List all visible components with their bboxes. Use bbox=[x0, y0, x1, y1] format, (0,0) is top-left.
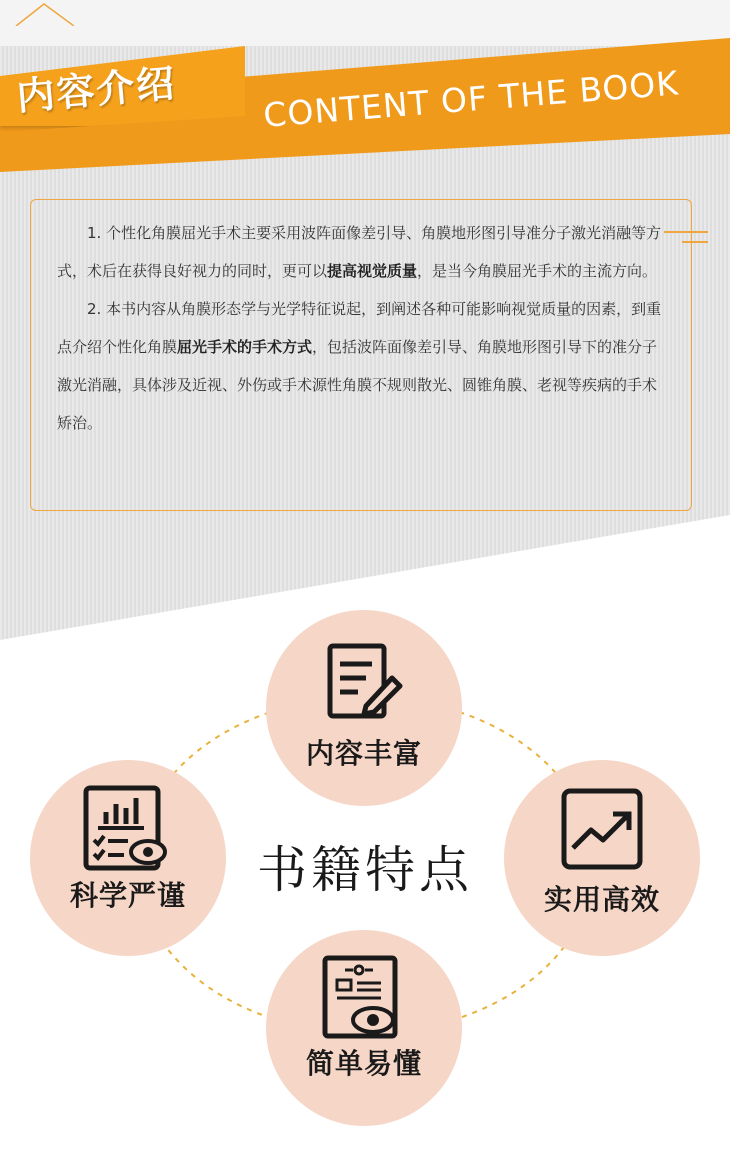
paragraph-1 bbox=[57, 214, 665, 290]
document-eye-icon bbox=[319, 952, 409, 1042]
feature-circle-rich-content bbox=[266, 610, 462, 806]
paragraph-1-text-a: 1. 个性化角膜屈光手术主要采用波阵面像差引导、角膜地形图引导准分子激光消融等方式，术后在获得良好视力的同时，更可以 bbox=[57, 224, 662, 280]
paragraph-2-bold: 屈光手术的手术方式 bbox=[177, 338, 313, 356]
section-subtitle: CONTENT OF THE BOOK bbox=[262, 63, 681, 135]
feature-circle-rigorous bbox=[30, 760, 226, 956]
paragraph-2-text-a: 2. 本书内容从角膜形态学与光学特征说起，到阐述各种可能影响视觉质量的因素，到重点介绍个性化角膜 bbox=[57, 300, 662, 356]
paragraph-1-bold: 提高视觉质量 bbox=[327, 262, 418, 280]
features-title: 书籍特点 bbox=[257, 841, 473, 899]
feature-label-practical: 实用高效 bbox=[543, 883, 660, 916]
feature-label-rich-content: 内容丰富 bbox=[305, 737, 422, 770]
paragraph-2-text-b: ，包括波阵面像差引导、角膜地形图引导下的准分子激光消融，具体涉及近视、外伤或手术源性角膜不规则散光、圆锥角膜、老视等疾病的手术矫治。 bbox=[57, 338, 658, 432]
section-title: 内容介绍 bbox=[14, 61, 179, 119]
document-pen-icon bbox=[322, 640, 406, 724]
trend-up-chart-icon bbox=[559, 786, 645, 872]
feature-circle-practical bbox=[504, 760, 700, 956]
feature-label-easy: 简单易懂 bbox=[305, 1047, 422, 1080]
paragraph-2 bbox=[57, 290, 665, 442]
chart-checklist-eye-icon bbox=[82, 784, 172, 874]
top-strip bbox=[0, 0, 730, 46]
corner-decoration bbox=[14, 0, 74, 26]
feature-label-rigorous: 科学严谨 bbox=[69, 879, 186, 912]
feature-circle-easy bbox=[266, 930, 462, 1126]
content-box bbox=[30, 199, 692, 511]
paragraph-1-text-b: ，是当今角膜屈光手术的主流方向。 bbox=[417, 262, 658, 280]
decorative-lines bbox=[664, 229, 708, 249]
